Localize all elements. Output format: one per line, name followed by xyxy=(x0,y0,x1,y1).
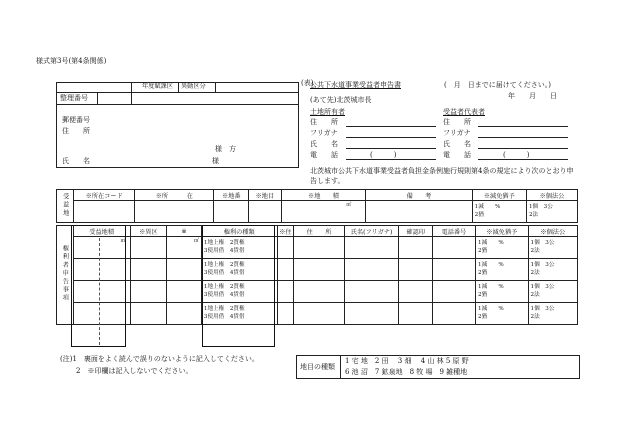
mark-cell[interactable] xyxy=(167,303,202,325)
col-phone: 電話番号 xyxy=(432,226,475,237)
change-section: 異動区分 xyxy=(181,83,206,90)
owner-address-label: 住 所 xyxy=(310,118,338,126)
land-types-label: 地目の種類 xyxy=(300,363,335,371)
addr-mark-cell[interactable] xyxy=(277,303,294,325)
addressee: (あて先)北茨城市長 xyxy=(310,96,372,104)
seal-cell[interactable] xyxy=(399,281,433,303)
sama-kata: 様 方 xyxy=(215,145,236,153)
right-type-cell[interactable]: 1地上権 2質権 3使用借 4賃借 xyxy=(201,237,277,259)
declaration: 北茨城市公共下水道事業受益者負担金条例施行規則第4条の規定により次のとおり申告します。 xyxy=(310,167,574,186)
rep-heading: 受益者代表者 xyxy=(443,108,485,116)
seal-cell[interactable] xyxy=(399,259,433,281)
remarks-cell[interactable] xyxy=(366,201,472,223)
postal-label: 郵便番号 xyxy=(62,116,90,124)
col-diff-area: ※異区 xyxy=(130,226,167,237)
lot-cell[interactable] xyxy=(214,201,249,223)
owner-heading: 土地所有者 xyxy=(310,108,345,116)
table-row xyxy=(57,281,578,303)
rep-address-label: 住 所 xyxy=(443,118,471,126)
office-box xyxy=(56,82,299,168)
addr-mark-cell[interactable] xyxy=(277,281,294,303)
owner-name-label: 氏 名 xyxy=(310,140,338,148)
reduction-cell[interactable]: 1減 % 2猶 xyxy=(476,237,529,259)
form-title: 公共下水道事業受益者申告書 xyxy=(310,81,401,89)
right-type-cell[interactable]: 1地上権 2質権 3使用借 4賃借 xyxy=(201,281,277,303)
addr-mark-cell[interactable] xyxy=(277,259,294,281)
individual-cell[interactable]: 1個 3公 2法 xyxy=(528,281,577,303)
date-field[interactable]: 年 月 日 xyxy=(508,92,557,100)
seal-cell[interactable] xyxy=(399,303,433,325)
ref-number-label: 整理番号 xyxy=(60,94,88,102)
sama: 様 xyxy=(212,157,219,165)
mark-cell[interactable] xyxy=(167,281,202,303)
office-address-label: 住 所 xyxy=(62,127,90,135)
phone-cell[interactable] xyxy=(432,259,475,281)
table-row xyxy=(57,237,578,259)
col-remarks: 備 考 xyxy=(366,190,472,201)
col-addr-mark: ※住 xyxy=(277,226,294,237)
location-cell[interactable] xyxy=(135,201,214,223)
table-row xyxy=(57,303,578,325)
name-cell[interactable] xyxy=(344,259,399,281)
right-type-cell[interactable]: 1地上権 2質権 3使用借 4賃借 xyxy=(201,259,277,281)
seal-cell[interactable] xyxy=(399,237,433,259)
rights-side-label: 権利者申告事項 xyxy=(57,226,74,325)
col-individual: ※個法公 xyxy=(526,190,577,201)
col-individual: ※個法公 xyxy=(528,226,577,237)
name-cell[interactable] xyxy=(344,281,399,303)
land-side-label: 受益地 xyxy=(57,190,74,223)
reduction-cell[interactable]: 1減 % 2猶 xyxy=(472,201,526,223)
form-number: 様式第3号(第4条関係) xyxy=(36,57,107,65)
owner-furigana-label: フリガナ xyxy=(310,129,338,137)
col-reduction: ※減免猶予 xyxy=(476,226,529,237)
col-name: 氏名(フリガナ) xyxy=(344,226,399,237)
table-row xyxy=(57,259,578,281)
note-1: (注)1 裏面をよく読んで誤りのないように記入してください。 xyxy=(60,355,259,363)
col-address: 住 所 xyxy=(294,226,344,237)
individual-cell[interactable]: 1個 3公 2法 xyxy=(528,259,577,281)
rep-phone-paren[interactable]: ( ) xyxy=(503,151,530,159)
col-lot: ※地番 xyxy=(214,190,249,201)
reduction-cell[interactable]: 1減 % 2猶 xyxy=(476,259,529,281)
land-types-row2: 6 池 沼 7 鉱泉地 8 牧 場 9 雑種地 xyxy=(345,368,468,376)
col-location: ※所 在 xyxy=(135,190,214,201)
land-table xyxy=(56,189,578,223)
year-section: 年度賦課区 xyxy=(142,83,173,90)
mark-cell[interactable]: ㎡ xyxy=(167,237,202,259)
deadline-note: ( 月 日までに届けてください。) xyxy=(444,81,551,89)
phone-cell[interactable] xyxy=(432,281,475,303)
col-mark: ※ xyxy=(167,226,202,237)
name-cell[interactable] xyxy=(344,237,399,259)
address-cell[interactable] xyxy=(294,303,344,325)
office-name-label: 氏 名 xyxy=(62,157,90,165)
individual-cell[interactable]: 1個 3公 2法 xyxy=(528,237,577,259)
diff-area-cell[interactable] xyxy=(130,303,167,325)
rep-name-label: 氏 名 xyxy=(443,140,471,148)
mark-cell[interactable] xyxy=(167,259,202,281)
col-seal: 確認印 xyxy=(399,226,433,237)
diff-area-cell[interactable] xyxy=(130,259,167,281)
diff-area-cell[interactable] xyxy=(130,281,167,303)
owner-phone-paren[interactable]: ( ) xyxy=(370,151,397,159)
col-code: ※所在コード xyxy=(74,190,135,201)
address-cell[interactable] xyxy=(294,259,344,281)
name-cell[interactable] xyxy=(344,303,399,325)
rep-phone-label: 電 話 xyxy=(443,151,471,159)
col-category: ※地目 xyxy=(249,190,282,201)
land-types-row1: 1 宅 地 2 田 3 畑 4 山 林 5 原 野 xyxy=(345,357,469,365)
col-benefit-area: 受益地積 xyxy=(73,226,130,237)
area-cell[interactable]: ㎡ xyxy=(281,201,366,223)
right-type-outline xyxy=(202,225,275,347)
col-area: ※地 積 xyxy=(281,190,366,201)
phone-cell[interactable] xyxy=(432,303,475,325)
col-reduction: ※減免猶予 xyxy=(472,190,526,201)
reduction-cell[interactable]: 1減 % 2猶 xyxy=(476,303,529,325)
addr-mark-cell[interactable] xyxy=(277,237,294,259)
address-cell[interactable] xyxy=(294,237,344,259)
code-cell[interactable] xyxy=(74,201,135,223)
note-2: 2 ※印欄は記入しないでください。 xyxy=(76,367,193,375)
rep-furigana-label: フリガナ xyxy=(443,129,471,137)
benefit-area-dash xyxy=(99,238,100,345)
owner-phone-label: 電 話 xyxy=(310,151,338,159)
benefit-area-cell[interactable]: ㎡ xyxy=(73,237,130,259)
table-mark: (表) xyxy=(301,79,314,87)
address-cell[interactable] xyxy=(294,281,344,303)
individual-cell[interactable]: 1個 3公 2法 xyxy=(528,303,577,325)
individual-cell[interactable]: 1個 3公 2法 xyxy=(526,201,577,223)
rights-table xyxy=(56,225,578,325)
right-type-cell[interactable]: 1地上権 2質権 3使用借 4賃借 xyxy=(201,303,277,325)
category-cell[interactable] xyxy=(249,201,282,223)
diff-area-cell[interactable] xyxy=(130,237,167,259)
phone-cell[interactable] xyxy=(432,237,475,259)
col-right-type: 権利の種類 xyxy=(201,226,277,237)
reduction-cell[interactable]: 1減 % 2猶 xyxy=(476,281,529,303)
